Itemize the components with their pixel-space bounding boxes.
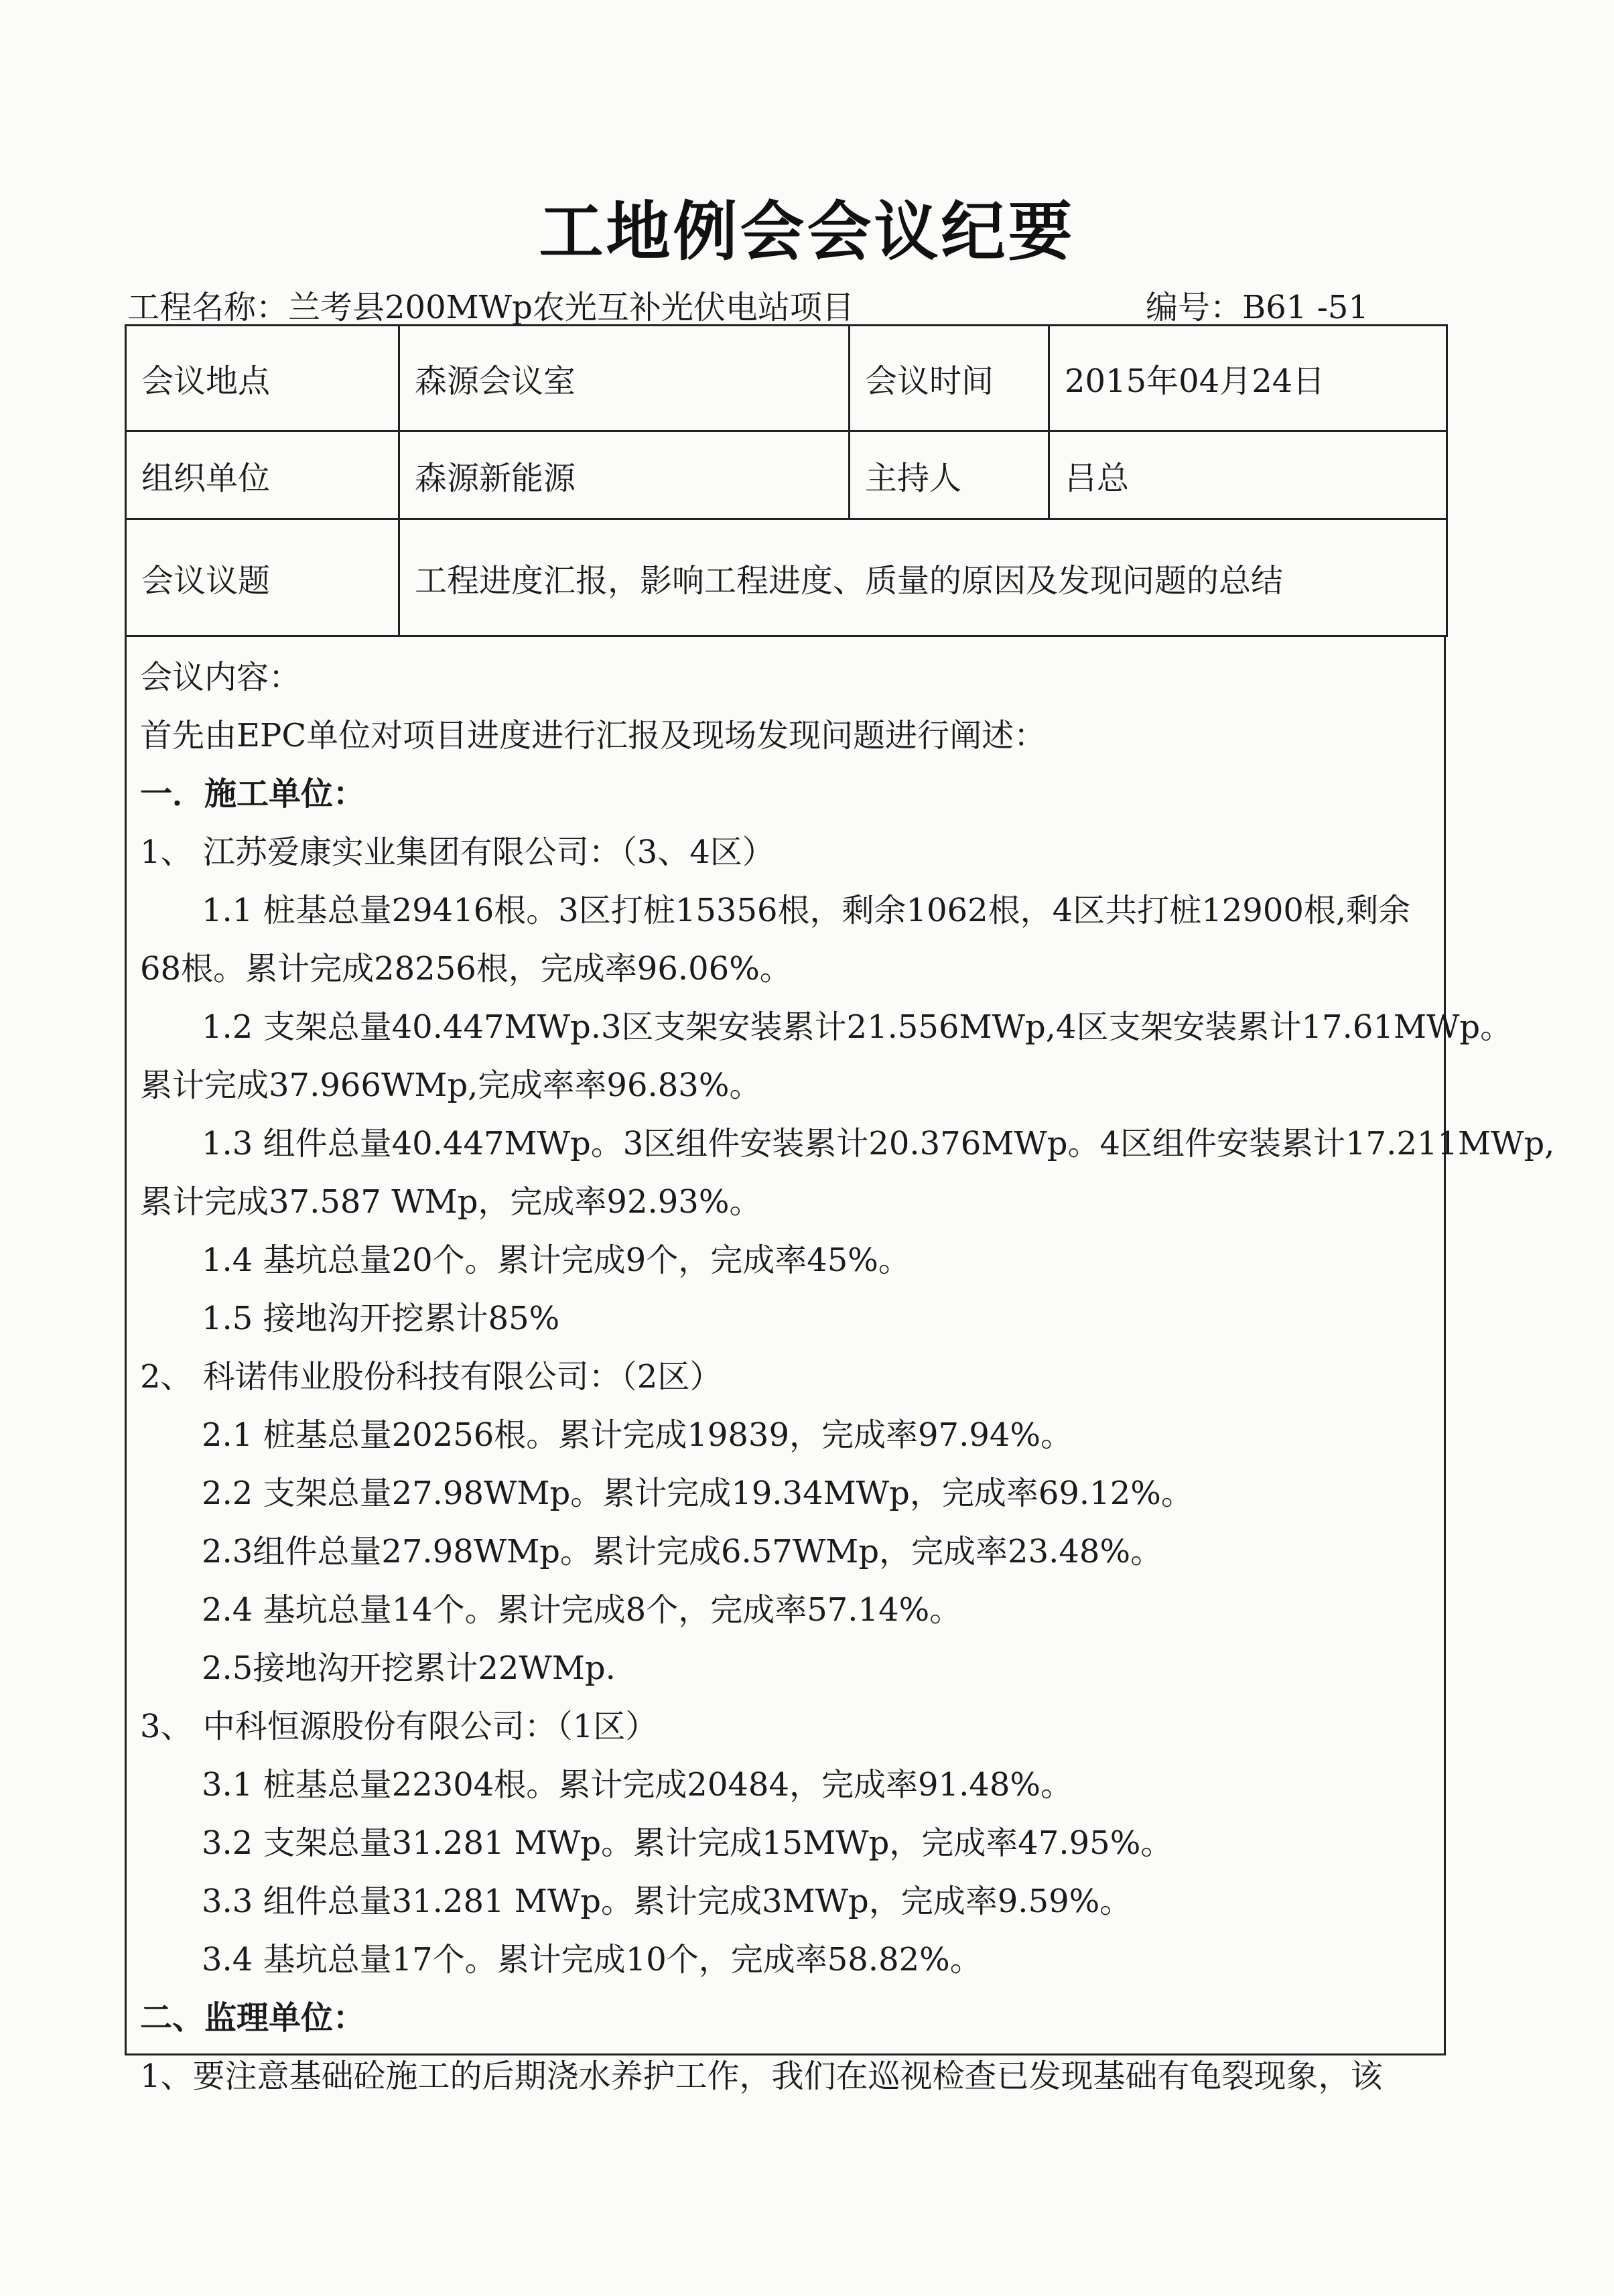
location-value: 森源会议室	[399, 326, 850, 431]
content-line: 68根。累计完成28256根，完成率96.06%。	[140, 950, 792, 988]
content-line: 2.4 基坑总量14个。累计完成8个，完成率57.14%。	[202, 1591, 962, 1629]
host-value: 吕总	[1049, 431, 1447, 519]
content-line: 1.1 桩基总量29416根。3区打桩15356根，剩余1062根，4区共打桩12900根,剩余	[202, 892, 1411, 929]
location-label: 会议地点	[126, 326, 399, 431]
document-title: 工地例会会议纪要	[539, 194, 1075, 269]
content-line: 3.2 支架总量31.281 MWp。累计完成15MWp，完成率47.95%。	[202, 1824, 1173, 1862]
content-line: 2.3组件总量27.98WMp。累计完成6.57WMp，完成率23.48%。	[202, 1533, 1163, 1570]
company-1-heading: 1、 江苏爱康实业集团有限公司：（3、4区）	[140, 833, 775, 871]
content-heading: 会议内容：	[140, 659, 301, 696]
info-row-topic	[126, 519, 1447, 636]
time-label: 会议时间	[850, 326, 1049, 431]
content-line: 1.3 组件总量40.447MWp。3区组件安装累计20.376MWp。4区组件安装累计17.211MWp,	[202, 1125, 1555, 1162]
topic-value: 工程进度汇报，影响工程进度、质量的原因及发现问题的总结	[399, 519, 1447, 636]
document-number: 编号：B61 -51	[1146, 289, 1369, 326]
project-name: 工程名称：兰考县200MWp农光互补光伏电站项目	[127, 289, 854, 326]
meeting-content	[125, 635, 1555, 2095]
content-line: 1.2 支架总量40.447MWp.3区支架安装累计21.556MWp,4区支架安装累计17.61MWp。	[202, 1008, 1513, 1046]
org-label: 组织单位	[126, 431, 399, 519]
content-line: 1.5 接地沟开挖累计85%	[202, 1300, 560, 1337]
org-value: 森源新能源	[399, 431, 850, 519]
section-heading-supervision: 二、监理单位：	[140, 1999, 366, 2037]
content-line: 2.2 支架总量27.98WMp。累计完成19.34MWp，完成率69.12%。	[202, 1475, 1193, 1512]
host-label: 主持人	[850, 431, 1049, 519]
content-line: 3.4 基坑总量17个。累计完成10个，完成率58.82%。	[202, 1941, 982, 1978]
content-line: 累计完成37.966WMp,完成率率96.83%。	[140, 1067, 762, 1104]
time-value: 2015年04月24日	[1049, 326, 1447, 431]
content-line: 2.5接地沟开挖累计22WMp.	[202, 1649, 616, 1687]
content-line: 累计完成37.587 WMp，完成率92.93%。	[140, 1183, 762, 1221]
content-line: 3.3 组件总量31.281 MWp。累计完成3MWp，完成率9.59%。	[202, 1883, 1132, 1920]
meeting-info-table	[125, 324, 1448, 637]
company-3-heading: 3、 中科恒源股份有限公司：（1区）	[140, 1708, 658, 1745]
company-2-heading: 2、 科诺伟业股份科技有限公司：（2区）	[140, 1358, 722, 1396]
section-heading-construction: 一．施工单位：	[140, 775, 366, 813]
info-row-org-host	[126, 431, 1447, 519]
topic-label: 会议议题	[126, 519, 399, 636]
content-line: 1、要注意基础砼施工的后期浇水养护工作，我们在巡视检查已发现基础有龟裂现象，该	[140, 2057, 1383, 2095]
content-line: 2.1 桩基总量20256根。累计完成19839，完成率97.94%。	[202, 1416, 1073, 1454]
content-intro: 首先由EPC单位对项目进度进行汇报及现场发现问题进行阐述：	[140, 717, 1047, 754]
info-row-location-time	[126, 326, 1447, 431]
content-line: 1.4 基坑总量20个。累计完成9个，完成率45%。	[202, 1241, 911, 1279]
content-line: 3.1 桩基总量22304根。累计完成20484，完成率91.48%。	[202, 1766, 1073, 1804]
